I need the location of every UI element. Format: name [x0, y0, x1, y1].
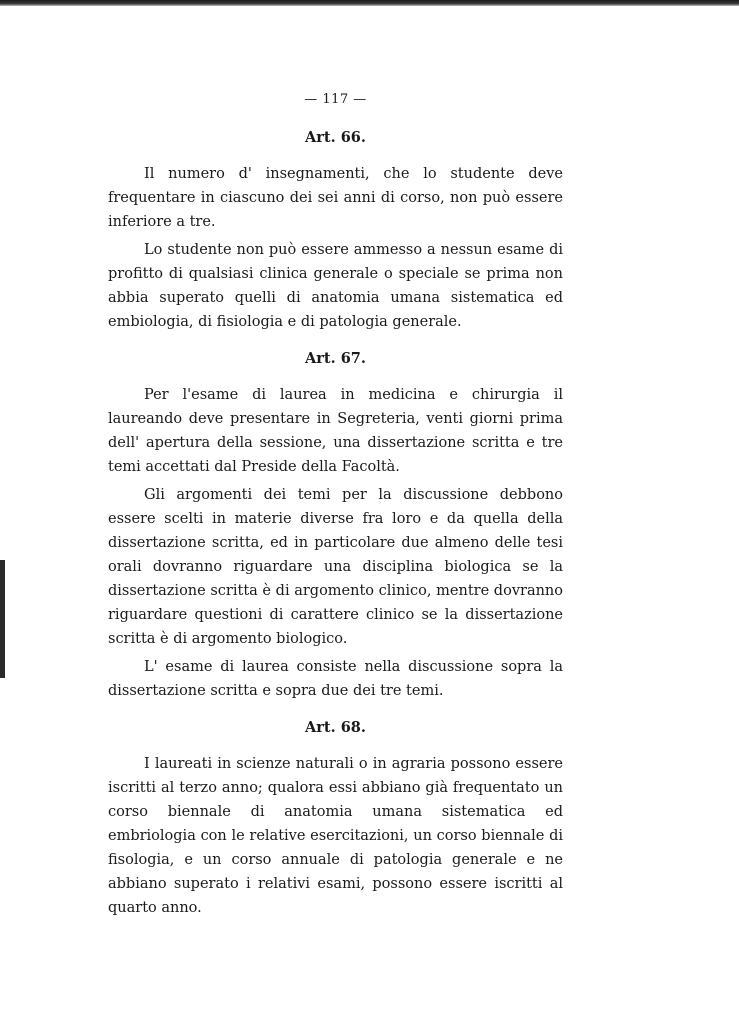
page-number: — 117 —	[304, 92, 367, 107]
article-paragraph: Lo studente non può essere ammesso a nessun esame di profitto di qualsiasi clinica generale o speciale se prima non abbia superato quelli di anatomia umana sistematica ed embiologia, di fisiologia e di patologia generale.	[108, 242, 563, 330]
article-paragraph: I laureati in scienze naturali o in agraria possono essere iscritti al terzo anno; qualora essi abbiano già frequentato un corso biennale di anatomia umana sistematica ed embriologia con le relative esercitazioni, un corso biennale di fisologia, e un corso annuale di patologia generale e ne abbiano superato i relativi esami, possono essere iscritti al quarto anno.	[108, 756, 563, 916]
article-paragraph: Gli argomenti dei temi per la discussione debbono essere scelti in materie diverse fra loro e da quella della dissertazione scritta, ed in particolare due almeno delle tesi orali dovranno riguardare una disciplina biologica se la dissertazione scritta è di argomento clinico, mentre dovranno riguardare questioni di carattere clinico se la dissertazione scritta è di argomento biologico.	[108, 487, 563, 647]
article-heading: Art. 66.	[305, 129, 366, 146]
article-paragraph: L' esame di laurea consiste nella discussione sopra la dissertazione scritta e sopra due dei tre temi.	[108, 659, 563, 699]
article-paragraph: Il numero d' insegnamenti, che lo studente deve frequentare in ciascuno dei sei anni di corso, non può essere inferiore a tre.	[108, 166, 563, 230]
scan-binding-mark	[0, 560, 5, 678]
article-67	[108, 350, 563, 703]
article-heading: Art. 67.	[305, 350, 366, 367]
article-68	[108, 719, 563, 920]
article-66	[108, 129, 563, 334]
article-heading: Art. 68.	[305, 719, 366, 736]
article-paragraph: Per l'esame di laurea in medicina e chirurgia il laureando deve presentare in Segreteria, venti giorni prima dell' apertura della sessione, una dissertazione scritta e tre temi accettati dal Preside della Facoltà.	[108, 387, 563, 475]
document-page	[108, 92, 563, 936]
scan-top-edge	[0, 0, 739, 6]
